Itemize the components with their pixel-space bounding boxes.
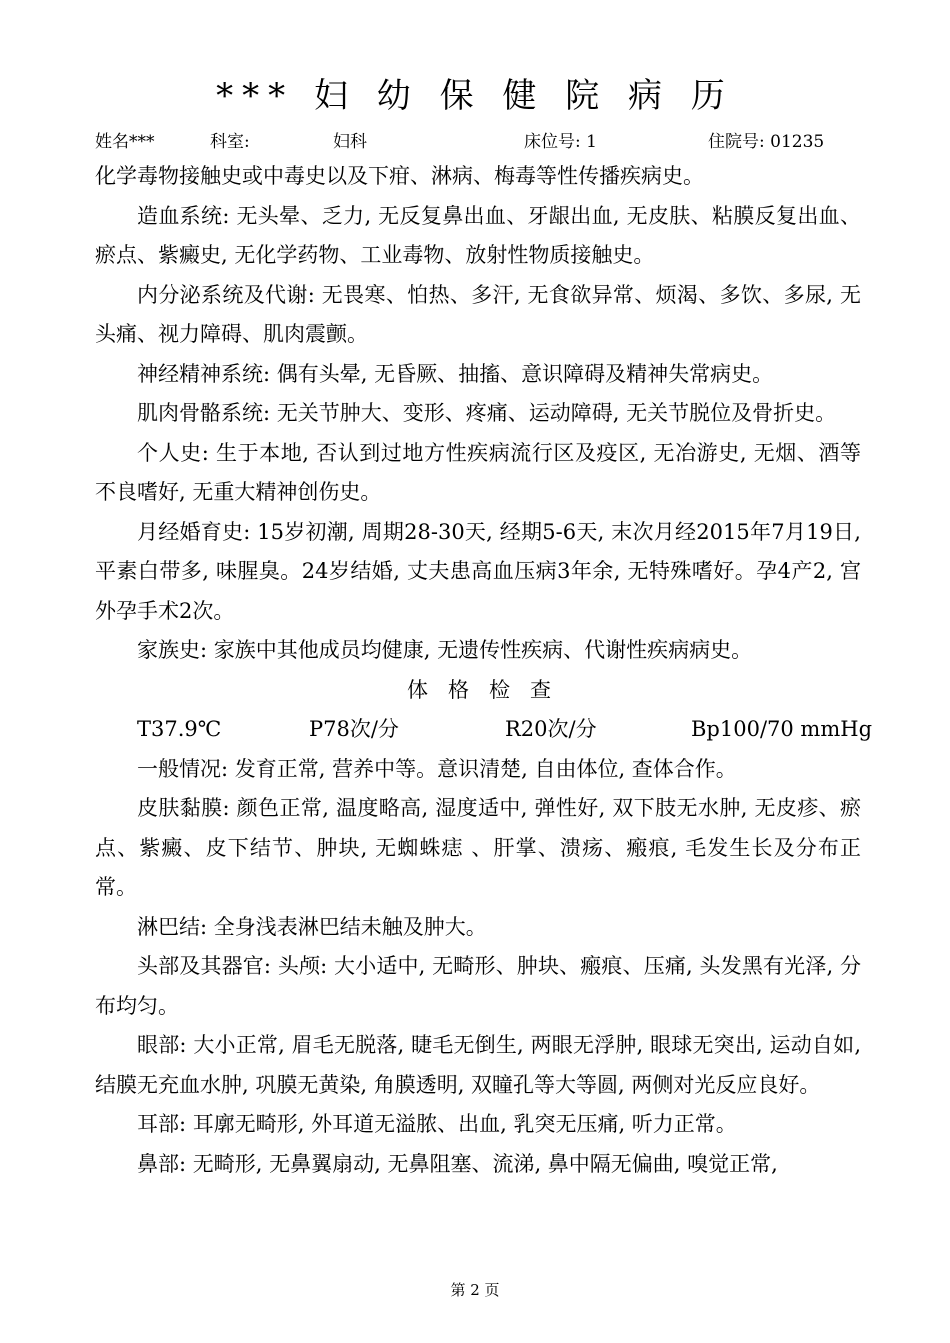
history-paragraph: 化学毒物接触史或中毒史以及下疳、淋病、梅毒等性传播疾病史。 bbox=[95, 164, 704, 188]
vital-signs-row bbox=[95, 710, 873, 750]
department-label: 科室: bbox=[210, 132, 250, 152]
respiration: R20次/分 bbox=[505, 717, 597, 741]
exam-paragraph: 眼部: 大小正常, 眉毛无脱落, 睫毛无倒生, 两眼无浮肿, 眼球无突出, 运动自如, 结膜无充血水肿, 巩膜无黄染, 角膜透明, 双瞳孔等大等圆, 两侧对光反应良好。 bbox=[95, 1033, 861, 1097]
page-number: 第 2 页 bbox=[450, 1281, 500, 1299]
record-body bbox=[95, 157, 873, 1184]
patient-info-row bbox=[0, 128, 950, 156]
history-paragraph: 月经婚育史: 15岁初潮, 周期28-30天, 经期5-6天, 末次月经2015年7月19日, 平素白带多, 味腥臭。24岁结婚, 丈夫患高血压病3年余, 无特殊嗜好。孕4产2, 宫外孕手术2次。 bbox=[95, 519, 861, 623]
temperature: T37.9℃ bbox=[137, 717, 222, 741]
history-paragraph: 家族史: 家族中其他成员均健康, 无遗传性疾病、代谢性疾病病史。 bbox=[137, 638, 753, 662]
bed-number: 床位号: 1 bbox=[524, 132, 597, 152]
exam-paragraph: 耳部: 耳廓无畸形, 外耳道无溢脓、出血, 乳突无压痛, 听力正常。 bbox=[137, 1112, 737, 1136]
history-paragraph: 造血系统: 无头晕、乏力, 无反复鼻出血、牙龈出血, 无皮肤、粘膜反复出血、瘀点、紫癜史, 无化学药物、工业毒物、放射性物质接触史。 bbox=[95, 203, 861, 267]
pulse: P78次/分 bbox=[309, 717, 399, 741]
history-paragraph: 内分泌系统及代谢: 无畏寒、怕热、多汗, 无食欲异常、烦渴、多饮、多尿, 无头痛、视力障碍、肌肉震颤。 bbox=[95, 282, 861, 346]
exam-paragraph: 头部及其器官: 头颅: 大小适中, 无畸形、肿块、瘢痕、压痛, 头发黑有光泽, 分布均匀。 bbox=[95, 954, 861, 1018]
exam-paragraph: 皮肤黏膜: 颜色正常, 温度略高, 湿度适中, 弹性好, 双下肢无水肿, 无皮疹、瘀点、紫癜、皮下结节、肿块, 无蜘蛛痣 、肝掌、溃疡、瘢痕, 毛发生长及分布正常。 bbox=[95, 796, 861, 899]
blood-pressure: Bp100/70 mmHg bbox=[691, 717, 873, 741]
exam-paragraph: 鼻部: 无畸形, 无鼻翼扇动, 无鼻阻塞、流涕, 鼻中隔无偏曲, 嗅觉正常, bbox=[137, 1151, 778, 1176]
section-title: 体格检查 bbox=[407, 677, 571, 702]
page-title: *** 妇 幼 保 健 院 病 历 bbox=[216, 76, 734, 116]
history-paragraph: 神经精神系统: 偶有头晕, 无昏厥、抽搐、意识障碍及精神失常病史。 bbox=[137, 361, 774, 386]
patient-name: 姓名*** bbox=[95, 132, 155, 152]
history-paragraph: 肌肉骨骼系统: 无关节肿大、变形、疼痛、运动障碍, 无关节脱位及骨折史。 bbox=[137, 401, 837, 425]
admission-number: 住院号: 01235 bbox=[708, 132, 825, 152]
department-value: 妇科 bbox=[333, 132, 367, 152]
exam-paragraph: 淋巴结: 全身浅表淋巴结未触及肿大。 bbox=[137, 914, 487, 939]
exam-paragraph: 一般情况: 发育正常, 营养中等。意识清楚, 自由体位, 查体合作。 bbox=[137, 756, 737, 781]
history-paragraph: 个人史: 生于本地, 否认到过地方性疾病流行区及疫区, 无冶游史, 无烟、酒等不良嗜好, 无重大精神创伤史。 bbox=[95, 440, 861, 504]
